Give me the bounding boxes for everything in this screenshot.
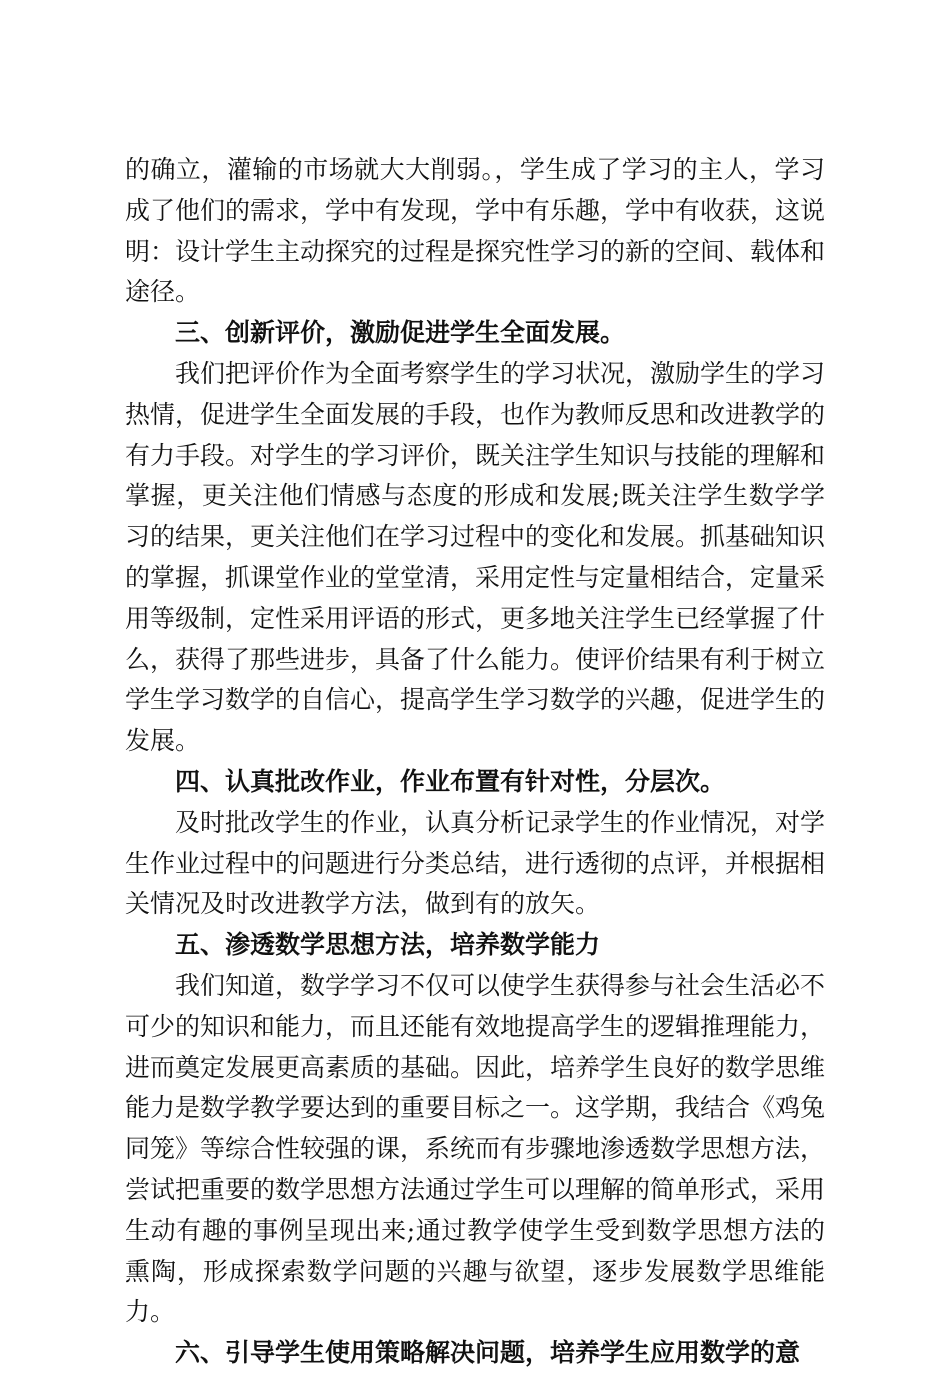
section-heading-4: 四、认真批改作业，作业布置有针对性，分层次。 [175, 766, 726, 796]
paragraph-continued: 的确立，灌输的市场就大大削弱。，学生成了学习的主人，学习成了他们的需求，学中有发现，学中有乐趣，学中有收获，这说明：设计学生主动探究的过程是探究性学习的新的空间、载体和途径。 [125, 155, 826, 307]
section-heading-3: 三、创新评价，激励促进学生全面发展。 [175, 318, 626, 348]
paragraph-evaluation: 我们把评价作为全面考察学生的学习状况，激励学生的学习热情，促进学生全面发展的手段，也作为教师反思和改进教学的有力手段。对学生的学习评价，既关注学生知识与技能的理解和掌握，更关注他们情感与态度的形成和发展;既关注学生数学学习的结果，更关注他们在学习过程中的变化和发展。抓基础知识的掌握，抓课堂作业的堂堂清，采用定性与定量相结合，定量采用等级制，定性采用评语的形式，更多地关注学生已经掌握了什么，获得了那些进步，具备了什么能力。使评价结果有利于树立学生学习数学的自信心，提高学生学习数学的兴趣，促进学生的发展。 [125, 358, 826, 756]
section-heading-5: 五、渗透数学思想方法，培养数学能力 [175, 930, 601, 960]
document-body [125, 150, 825, 1374]
paragraph-math-thinking: 我们知道，数学学习不仅可以使学生获得参与社会生活必不可少的知识和能力，而且还能有效地提高学生的逻辑推理能力，进而奠定发展更高素质的基础。因此，培养学生良好的数学思维能力是数学教学要达到的重要目标之一。这学期，我结合《鸡兔同笼》等综合性较强的课，系统而有步骤地渗透数学思想方法，尝试把重要的数学思想方法通过学生可以理解的简单形式，采用生动有趣的事例呈现出来;通过教学使学生受到数学思想方法的熏陶，形成探索数学问题的兴趣与欲望，逐步发展数学思维能力。 [125, 970, 826, 1327]
paragraph-homework: 及时批改学生的作业，认真分析记录学生的作业情况，对学生作业过程中的问题进行分类总结，进行透彻的点评，并根据相关情况及时改进教学方法，做到有的放矢。 [125, 807, 826, 919]
section-heading-6: 六、引导学生使用策略解决问题，培养学生应用数学的意 [175, 1338, 801, 1368]
